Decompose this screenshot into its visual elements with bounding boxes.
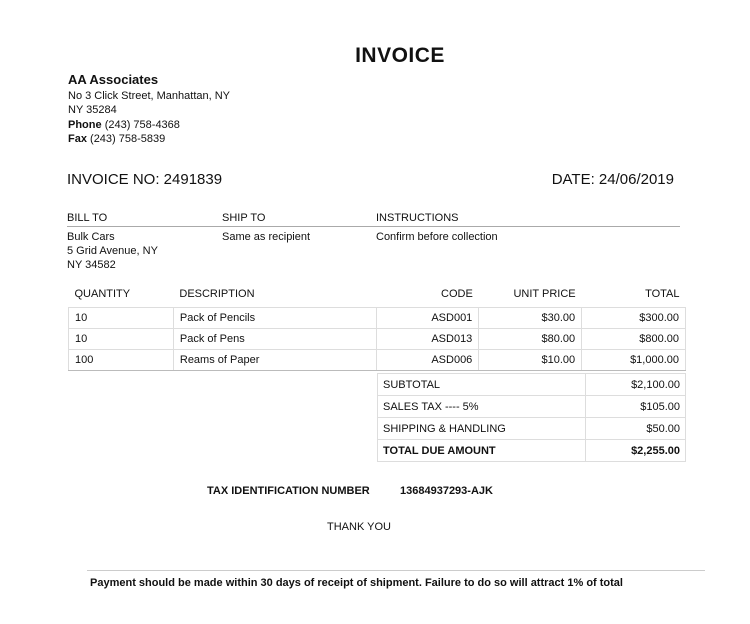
sales-tax-row xyxy=(378,396,686,418)
company-fax xyxy=(68,132,165,146)
row-total: $1,000.00 xyxy=(582,350,686,371)
shipping-value: $50.00 xyxy=(586,418,686,440)
footer-divider xyxy=(87,570,705,571)
instructions-label: INSTRUCTIONS xyxy=(376,212,459,224)
items-header-row xyxy=(69,288,686,308)
row-code: ASD001 xyxy=(377,308,479,329)
fax-value: (243) 758-5839 xyxy=(90,133,166,145)
company-address-line1: No 3 Click Street, Manhattan, NY xyxy=(68,90,231,102)
table-row xyxy=(69,329,686,350)
phone-value: (243) 758-4368 xyxy=(104,119,180,131)
company-name: AA Associates xyxy=(68,72,159,87)
header-description: DESCRIPTION xyxy=(179,288,255,300)
total-due-value: $2,255.00 xyxy=(586,440,686,462)
instructions-value: Confirm before collection xyxy=(376,231,498,243)
subtotal-row xyxy=(378,374,686,396)
table-row xyxy=(69,350,686,371)
shipping-label: SHIPPING & HANDLING xyxy=(378,418,586,440)
totals-table xyxy=(377,373,686,462)
subtotal-label: SUBTOTAL xyxy=(378,374,586,396)
invoice-number: INVOICE NO: 2491839 xyxy=(67,171,223,188)
tax-id-label: TAX IDENTIFICATION NUMBER xyxy=(207,485,370,497)
table-row xyxy=(69,308,686,329)
row-unit-price: $10.00 xyxy=(479,350,582,371)
header-total: TOTAL xyxy=(645,288,680,300)
row-unit-price: $30.00 xyxy=(479,308,582,329)
fax-label: Fax xyxy=(68,133,87,145)
row-unit-price: $80.00 xyxy=(479,329,582,350)
thank-you-text: THANK YOU xyxy=(327,521,391,533)
shipping-row xyxy=(378,418,686,440)
row-description: Pack of Pencils xyxy=(173,308,377,329)
invoice-title: INVOICE xyxy=(355,44,445,67)
total-due-row xyxy=(378,440,686,462)
company-phone xyxy=(68,118,180,132)
total-due-label: TOTAL DUE AMOUNT xyxy=(378,440,586,462)
section-divider xyxy=(67,226,680,227)
bill-to-address xyxy=(67,230,158,272)
tax-id-value: 13684937293-AJK xyxy=(400,485,493,497)
sales-tax-value: $105.00 xyxy=(586,396,686,418)
header-quantity: QUANTITY xyxy=(74,288,131,300)
payment-terms-note: Payment should be made within 30 days of receipt of shipment. Failure to do so will attract 1% of total xyxy=(90,577,623,589)
row-quantity: 10 xyxy=(69,308,174,329)
row-total: $800.00 xyxy=(582,329,686,350)
ship-to-value: Same as recipient xyxy=(222,231,311,243)
company-address-line2: NY 35284 xyxy=(68,104,117,116)
invoice-date: DATE: 24/06/2019 xyxy=(551,171,674,188)
bill-to-line1: Bulk Cars xyxy=(67,231,115,243)
ship-to-label: SHIP TO xyxy=(222,212,266,224)
sales-tax-label: SALES TAX ---- 5% xyxy=(378,396,586,418)
bill-to-line2: 5 Grid Avenue, NY xyxy=(67,245,158,257)
subtotal-value: $2,100.00 xyxy=(586,374,686,396)
row-quantity: 100 xyxy=(69,350,174,371)
row-total: $300.00 xyxy=(582,308,686,329)
items-table xyxy=(68,288,686,371)
phone-label: Phone xyxy=(68,119,102,131)
bill-to-line3: NY 34582 xyxy=(67,259,116,271)
header-unit-price: UNIT PRICE xyxy=(513,288,576,300)
bill-to-label: BILL TO xyxy=(67,212,108,224)
row-description: Pack of Pens xyxy=(173,329,377,350)
row-quantity: 10 xyxy=(69,329,174,350)
row-description: Reams of Paper xyxy=(173,350,377,371)
row-code: ASD006 xyxy=(377,350,479,371)
header-code: CODE xyxy=(441,288,473,300)
row-code: ASD013 xyxy=(377,329,479,350)
